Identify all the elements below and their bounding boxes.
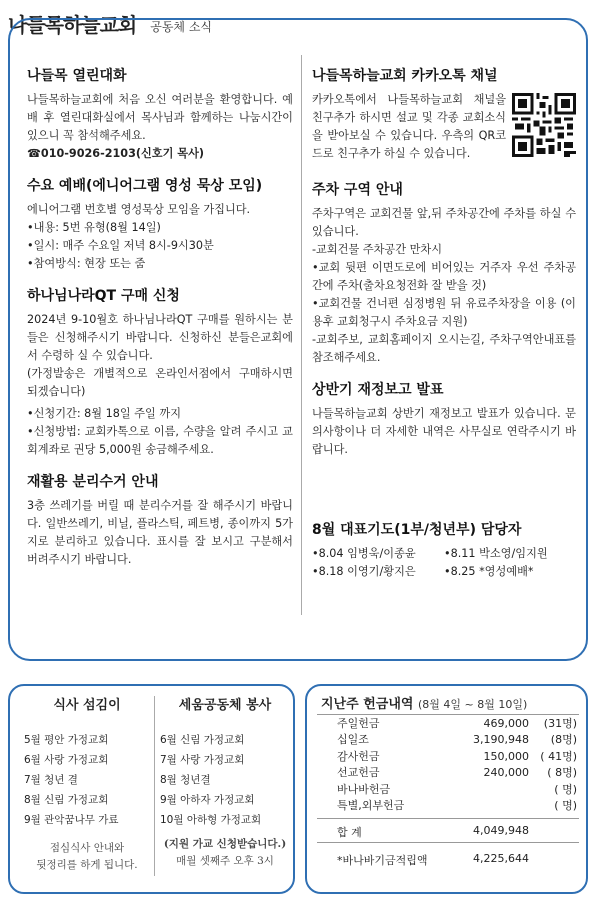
offering-amount [433, 782, 529, 798]
offering-amount: 469,000 [483, 717, 529, 730]
barnabas-label: *바나바기금적립액 [337, 854, 428, 867]
offering-rule-bottom [317, 842, 579, 843]
service-time: 매월 셋째주 오후 3시 [176, 855, 274, 867]
offering-amount: 150,000 [483, 749, 529, 763]
welcome-title: 나들목 열린대화 [27, 68, 127, 84]
welcome-body: 나들목하늘교회에 처음 오신 여러분을 환영합니다. 예배 후 열린대화실에서 목사님과 함께하는 나눔시간이 있으니 꼭 참석해주세요. [27, 93, 293, 142]
meal-item: 9월 관악꿈나무 가료 [24, 814, 119, 826]
service-item: 7월 사랑 가정교회 [160, 754, 245, 766]
volunteer-panel [8, 684, 295, 894]
recycle-title: 재활용 분리수거 안내 [27, 474, 159, 490]
wednesday-intro: 에니어그램 번호별 영성묵상 모임을 가집니다. [27, 203, 251, 216]
wednesday-item: •내용: 5번 유형(8월 14일) [27, 221, 161, 234]
qt-note: (가정발송은 개별적으로 온라인서점에서 구매하시면 되겠습니다) [27, 367, 293, 398]
offering-row [337, 749, 579, 765]
kakao-body: 카카오톡에서 나들목하늘교회 채널을 친구추가 하시면 설교 및 각종 교회소식을 받아보실 수 있습니다. 우측의 QR코드로 친구추가 하실 수 있습니다. [312, 93, 506, 160]
parking-item: 주차구역은 교회건물 앞,뒤 주차공간에 주차를 하실 수 있습니다. [312, 207, 576, 238]
offering-row [337, 782, 579, 798]
offering-label: 특별,외부헌금 [337, 799, 405, 813]
wednesday-title: 수요 예배(에니어그램 영성 묵상 모임) [27, 178, 263, 194]
offering-label: 바나바헌금 [337, 782, 391, 796]
offering-panel [305, 684, 588, 894]
offering-title-text: 지난주 헌금내역 [321, 697, 414, 712]
parking-title: 주차 구역 안내 [312, 182, 403, 198]
offering-label: 선교헌금 [337, 766, 380, 780]
meal-item: 5월 평안 가정교회 [24, 734, 109, 746]
column-divider [301, 55, 302, 615]
meal-footer-line: 뒷정리를 하게 됩니다. [36, 859, 138, 871]
parking-section [312, 181, 576, 367]
service-title: 세움공동체 봉사 [178, 698, 272, 713]
meal-item: 8월 신림 가정교회 [24, 794, 109, 806]
wednesday-section [27, 177, 293, 273]
header-subtitle: 공동체 소식 [150, 20, 213, 34]
qt-item: •신청방법: 교회카톡으로 이름, 수량을 알려 주시고 교회계좌로 권당 5,000원 송금해주세요. [27, 425, 293, 456]
prayer-section [312, 521, 576, 581]
meal-footer-line: 점심식사 안내와 [49, 842, 125, 854]
parking-item: -교회주보, 교회홈페이지 오시는길, 주차구역안내표를 참조해주세요. [312, 333, 576, 364]
church-name: 나들목하늘교회 [8, 13, 137, 37]
welcome-phone: ☎010-9026-2103(신호기 목사) [27, 147, 205, 160]
offering-amount: 3,190,948 [473, 733, 529, 747]
right-column [312, 67, 576, 595]
offering-amount [433, 798, 529, 814]
meal-footer [24, 840, 150, 874]
meal-title: 식사 섬김이 [53, 698, 121, 713]
offering-count: (31명) [543, 717, 577, 730]
qt-body: 2024년 9-10월호 하나님나라QT 구매를 원하시는 분들은 신청해주시기 바랍니다. 신청하신 분들은교회에서 수령하 실 수 있습니다. [27, 313, 293, 362]
offering-label: 주일헌금 [337, 717, 380, 730]
qt-item: •신청기간: 8월 18일 주일 까지 [27, 407, 182, 420]
offering-rule-top [317, 714, 579, 715]
offering-row [337, 798, 579, 814]
recycle-body: 3층 쓰레기를 버릴 때 분리수거를 잘 해주시기 바랍니다. 일반쓰레기, 비닐, 플라스틱, 페트병, 종이까지 5가지로 분리하고 있습니다. 표시를 잘 보시고 구분해서 버려주시기 바랍니다. [27, 499, 293, 566]
offering-total-amount: 4,049,948 [473, 824, 529, 837]
meal-item: 6월 사랑 가정교회 [24, 754, 109, 766]
offering-amount: 240,000 [483, 766, 529, 780]
prayer-title: 8월 대표기도(1부/청년부) 담당자 [312, 522, 522, 538]
left-column [27, 67, 293, 583]
offering-total-label: 합 계 [337, 826, 362, 839]
prayer-row [312, 545, 576, 563]
offering-label: 감사헌금 [337, 749, 380, 763]
volunteer-divider [154, 696, 155, 876]
parking-item: -교회건물 주차공간 만차시 [312, 243, 443, 256]
finance-report-section [312, 381, 576, 459]
offering-total-row [337, 824, 579, 840]
offering-count: ( 41명) [540, 749, 577, 763]
offering-count: ( 8명) [547, 766, 577, 780]
meal-item: 7월 청년 결 [24, 774, 78, 786]
offering-table [337, 716, 579, 814]
barnabas-row [337, 852, 579, 868]
offering-row [337, 765, 579, 781]
qr-code-icon[interactable] [512, 93, 576, 157]
offering-count: (8명) [550, 733, 577, 747]
prayer-entry: •8.11 박소영/임지원 [444, 547, 548, 560]
offering-row [337, 716, 579, 732]
service-item: 8월 청년결 [160, 774, 211, 786]
service-column [160, 696, 290, 870]
prayer-entry: •8.25 *영성예배* [444, 565, 534, 578]
wednesday-item: •일시: 매주 수요일 저녁 8시-9시30분 [27, 239, 214, 252]
wednesday-item: •참여방식: 현장 또는 줌 [27, 257, 146, 270]
finance-report-body: 나들목하늘교회 상반기 재정보고 발표가 있습니다. 문의사항이나 더 자세한 내역은 사무실로 연락주시기 바랍니다. [312, 407, 576, 456]
prayer-entry: •8.18 이영기/황지은 [312, 565, 416, 578]
parking-item: •교회 뒷편 이면도로에 비어있는 거주자 우선 주차공간에 주차(출차요청전화 잘 받을 것) [312, 261, 576, 292]
offering-row [337, 732, 579, 748]
meal-column [24, 696, 150, 874]
barnabas-amount: 4,225,644 [473, 852, 529, 865]
parking-item: •교회건물 건너편 심정병원 뒤 유료주차장을 이용 (이용후 교회청구시 주차요금 지원) [312, 297, 576, 328]
qt-title: 하나님나라QT 구매 신청 [27, 288, 180, 304]
kakao-section [312, 67, 576, 163]
qt-section [27, 287, 293, 459]
offering-label: 십일조 [337, 733, 369, 747]
service-footer [160, 836, 290, 870]
service-note: (지원 가교 신청받습니다.) [163, 838, 287, 850]
service-item: 10월 아하형 가정교회 [160, 814, 262, 826]
prayer-entry: •8.04 임병욱/이종윤 [312, 547, 416, 560]
offering-period: (8월 4일 ~ 8월 10일) [417, 698, 528, 711]
recycle-section [27, 473, 293, 569]
offering-count: ( 명) [554, 782, 577, 796]
offering-title [321, 693, 527, 712]
kakao-title: 나들목하늘교회 카카오톡 채널 [312, 68, 498, 84]
service-item: 9월 아하자 가정교회 [160, 794, 255, 806]
welcome-section [27, 67, 293, 163]
finance-report-title: 상반기 재정보고 발표 [312, 382, 444, 398]
offering-count: ( 명) [554, 799, 577, 813]
service-item: 6월 신림 가정교회 [160, 734, 245, 746]
offering-rule-total [317, 818, 579, 819]
prayer-row [312, 563, 576, 581]
